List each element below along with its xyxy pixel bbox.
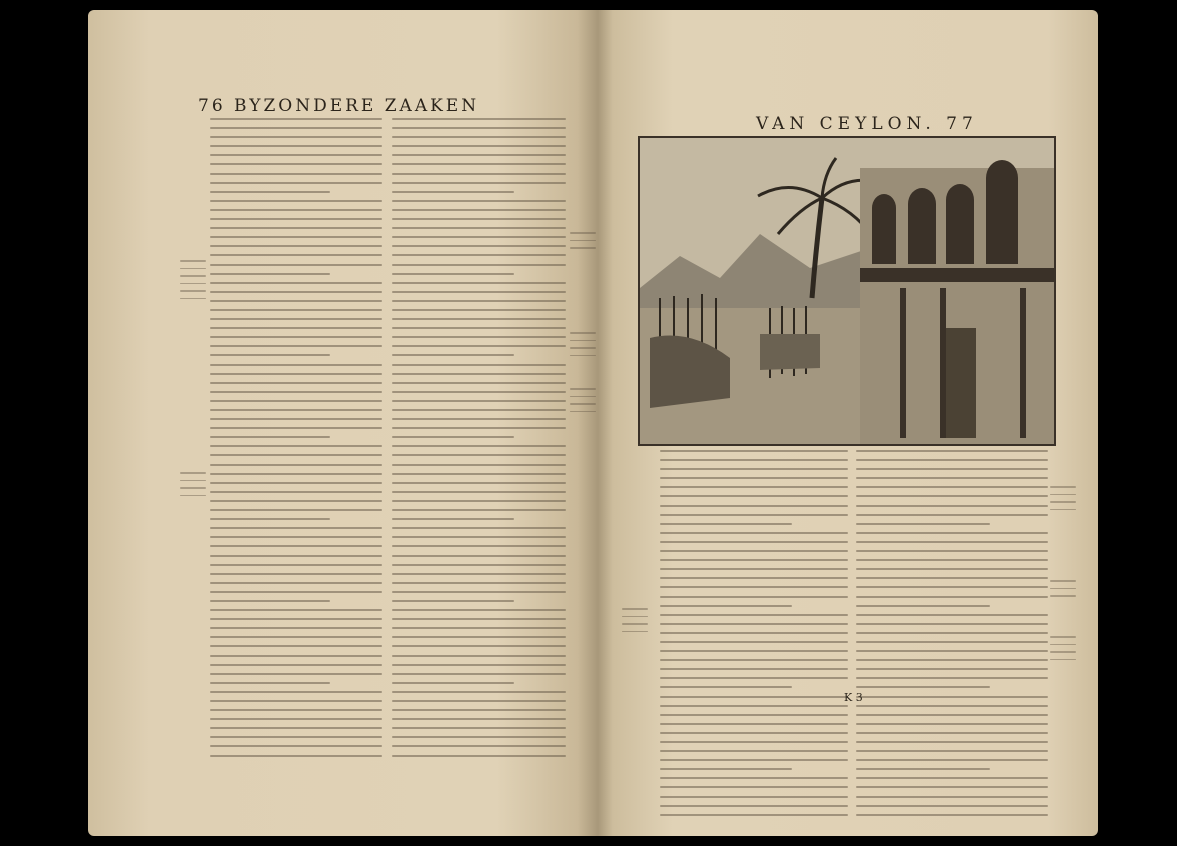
text-line [856, 759, 1048, 761]
text-line [392, 464, 566, 466]
text-line [210, 591, 382, 593]
text-line [660, 559, 848, 561]
text-line [210, 436, 330, 438]
text-line [210, 655, 382, 657]
text-line [210, 736, 382, 738]
text-line [392, 254, 566, 256]
text-line [392, 364, 566, 366]
text-line [210, 682, 330, 684]
text-line [392, 700, 566, 702]
text-line [210, 518, 330, 520]
text-line [856, 550, 1048, 552]
text-line [210, 527, 382, 529]
text-line [210, 709, 382, 711]
text-line [660, 568, 848, 570]
text-line [210, 254, 382, 256]
text-line [392, 118, 566, 120]
text-line [856, 696, 1048, 698]
text-line [210, 418, 382, 420]
text-line [856, 750, 1048, 752]
text-line [210, 182, 382, 184]
text-line [210, 664, 382, 666]
text-line [660, 723, 848, 725]
text-line [660, 650, 848, 652]
text-line [210, 318, 382, 320]
text-line [392, 473, 566, 475]
text-line [856, 532, 1048, 534]
text-line [392, 436, 514, 438]
text-line [392, 509, 566, 511]
text-line [210, 454, 382, 456]
text-line [856, 686, 990, 688]
text-line [660, 705, 848, 707]
text-line [856, 523, 990, 525]
text-line [392, 191, 514, 193]
text-line [210, 445, 382, 447]
text-line [392, 718, 566, 720]
text-line [210, 245, 382, 247]
text-line [392, 527, 566, 529]
right-page [598, 10, 1098, 836]
text-line [392, 336, 566, 338]
text-line [856, 514, 1048, 516]
text-line [210, 464, 382, 466]
text-line [210, 309, 382, 311]
text-line [392, 600, 514, 602]
margin-note [622, 608, 648, 638]
text-line [210, 636, 382, 638]
text-line [392, 745, 566, 747]
text-line [392, 427, 566, 429]
text-line [392, 691, 566, 693]
text-line [210, 482, 382, 484]
text-line [856, 486, 1048, 488]
text-line [392, 273, 514, 275]
margin-note [570, 332, 596, 362]
text-line [210, 600, 330, 602]
text-line [660, 814, 848, 816]
text-line [392, 373, 566, 375]
text-line [660, 596, 848, 598]
text-line [660, 514, 848, 516]
text-line [856, 596, 1048, 598]
text-column-right-2 [856, 450, 1048, 823]
text-line [210, 536, 382, 538]
text-line [392, 182, 566, 184]
text-line [660, 577, 848, 579]
text-line [392, 200, 566, 202]
text-line [210, 500, 382, 502]
text-line [392, 264, 566, 266]
text-line [856, 541, 1048, 543]
text-line [392, 664, 566, 666]
text-line [392, 755, 566, 757]
text-line [856, 668, 1048, 670]
text-line [660, 677, 848, 679]
text-line [660, 786, 848, 788]
text-line [660, 632, 848, 634]
text-line [392, 709, 566, 711]
text-line [392, 154, 566, 156]
text-line [210, 700, 382, 702]
text-line [210, 227, 382, 229]
text-line [392, 145, 566, 147]
text-line [660, 768, 792, 770]
text-line [392, 727, 566, 729]
text-line [392, 218, 566, 220]
text-line [856, 605, 990, 607]
text-line [856, 714, 1048, 716]
text-line [392, 409, 566, 411]
text-line [392, 555, 566, 557]
text-line [392, 582, 566, 584]
text-line [856, 786, 1048, 788]
text-line [660, 486, 848, 488]
text-line [856, 705, 1048, 707]
margin-note [1050, 486, 1076, 516]
text-line [392, 236, 566, 238]
text-line [210, 509, 382, 511]
text-line [660, 450, 848, 452]
text-line [210, 755, 382, 757]
text-line [660, 696, 848, 698]
text-line [660, 477, 848, 479]
text-line [856, 477, 1048, 479]
text-line [210, 354, 330, 356]
text-line [660, 777, 848, 779]
text-line [856, 641, 1048, 643]
text-line [660, 541, 848, 543]
text-line [660, 732, 848, 734]
text-line [856, 814, 1048, 816]
text-line [392, 282, 566, 284]
text-line [856, 777, 1048, 779]
margin-note [570, 388, 596, 418]
text-line [210, 727, 382, 729]
text-line [392, 454, 566, 456]
text-line [856, 586, 1048, 588]
margin-note [570, 232, 596, 255]
text-line [660, 614, 848, 616]
text-line [392, 173, 566, 175]
text-line [856, 623, 1048, 625]
text-line [660, 495, 848, 497]
text-line [856, 568, 1048, 570]
text-line [392, 245, 566, 247]
text-line [392, 645, 566, 647]
text-line [392, 300, 566, 302]
text-line [660, 505, 848, 507]
text-line [856, 796, 1048, 798]
text-line [210, 145, 382, 147]
text-line [660, 686, 792, 688]
text-line [660, 796, 848, 798]
text-line [660, 750, 848, 752]
text-line [660, 605, 792, 607]
text-line [210, 191, 330, 193]
text-line [210, 618, 382, 620]
text-line [210, 163, 382, 165]
text-line [392, 227, 566, 229]
text-line [210, 300, 382, 302]
text-line [856, 732, 1048, 734]
running-head-left: 76 BYZONDERE ZAAKEN [198, 96, 480, 116]
text-line [660, 523, 792, 525]
text-line [660, 623, 848, 625]
text-line [210, 327, 382, 329]
text-line [210, 573, 382, 575]
text-line [392, 682, 514, 684]
text-line [210, 673, 382, 675]
text-line [210, 127, 382, 129]
text-line [392, 309, 566, 311]
text-line [856, 768, 990, 770]
margin-note [1050, 636, 1076, 666]
text-line [210, 473, 382, 475]
text-line [392, 327, 566, 329]
text-column-left-2 [392, 118, 566, 764]
text-line [392, 500, 566, 502]
text-line [210, 282, 382, 284]
left-page [88, 10, 598, 836]
text-line [392, 564, 566, 566]
text-line [856, 559, 1048, 561]
text-line [392, 318, 566, 320]
text-line [210, 209, 382, 211]
text-line [660, 468, 848, 470]
text-line [392, 591, 566, 593]
text-line [210, 291, 382, 293]
text-line [660, 459, 848, 461]
text-line [856, 459, 1048, 461]
text-line [392, 573, 566, 575]
text-line [210, 200, 382, 202]
engraving-illustration [638, 136, 1056, 446]
text-line [392, 291, 566, 293]
text-line [210, 582, 382, 584]
text-line [856, 468, 1048, 470]
text-line [210, 336, 382, 338]
text-line [856, 650, 1048, 652]
text-line [392, 655, 566, 657]
text-line [210, 154, 382, 156]
text-column-right-1 [660, 450, 848, 823]
text-line [392, 545, 566, 547]
text-line [856, 495, 1048, 497]
open-book [88, 10, 1098, 836]
text-line [660, 741, 848, 743]
text-line [210, 491, 382, 493]
text-line [856, 450, 1048, 452]
text-line [210, 373, 382, 375]
text-line [856, 659, 1048, 661]
text-line [856, 677, 1048, 679]
text-line [856, 723, 1048, 725]
text-line [210, 136, 382, 138]
text-line [856, 805, 1048, 807]
text-line [392, 636, 566, 638]
text-line [392, 736, 566, 738]
text-line [210, 382, 382, 384]
text-line [392, 400, 566, 402]
text-line [392, 382, 566, 384]
text-line [210, 718, 382, 720]
text-line [392, 391, 566, 393]
text-line [210, 609, 382, 611]
text-line [210, 345, 382, 347]
text-line [210, 118, 382, 120]
text-line [392, 627, 566, 629]
margin-note [180, 260, 206, 305]
engraving-scene [640, 138, 1054, 444]
text-line [210, 173, 382, 175]
text-line [210, 564, 382, 566]
running-head-right: VAN CEYLON. 77 [756, 114, 978, 134]
text-line [660, 532, 848, 534]
text-line [210, 264, 382, 266]
text-line [856, 741, 1048, 743]
text-line [660, 659, 848, 661]
text-line [210, 545, 382, 547]
text-line [856, 614, 1048, 616]
signature-mark: K 3 [844, 691, 863, 704]
text-line [392, 518, 514, 520]
text-line [210, 745, 382, 747]
text-line [392, 418, 566, 420]
text-column-left-1 [210, 118, 382, 764]
text-line [210, 409, 382, 411]
text-line [210, 364, 382, 366]
text-line [392, 609, 566, 611]
text-line [856, 632, 1048, 634]
text-line [210, 555, 382, 557]
text-line [392, 482, 566, 484]
text-line [392, 209, 566, 211]
text-line [210, 273, 330, 275]
text-line [392, 445, 566, 447]
text-line [856, 505, 1048, 507]
text-line [660, 586, 848, 588]
text-line [392, 136, 566, 138]
text-line [210, 218, 382, 220]
text-line [392, 618, 566, 620]
balcony-building-icon [860, 160, 1054, 444]
text-line [210, 627, 382, 629]
margin-note [180, 472, 206, 502]
text-line [660, 805, 848, 807]
text-line [392, 354, 514, 356]
text-line [660, 550, 848, 552]
text-line [392, 163, 566, 165]
text-line [660, 714, 848, 716]
text-line [392, 536, 566, 538]
text-line [660, 641, 848, 643]
text-line [660, 759, 848, 761]
text-line [856, 577, 1048, 579]
text-line [392, 491, 566, 493]
text-line [392, 127, 566, 129]
text-line [210, 391, 382, 393]
text-line [392, 673, 566, 675]
text-line [210, 427, 382, 429]
text-line [210, 691, 382, 693]
text-line [210, 236, 382, 238]
text-line [210, 400, 382, 402]
margin-note [1050, 580, 1076, 603]
text-line [210, 645, 382, 647]
text-line [660, 668, 848, 670]
text-line [392, 345, 566, 347]
